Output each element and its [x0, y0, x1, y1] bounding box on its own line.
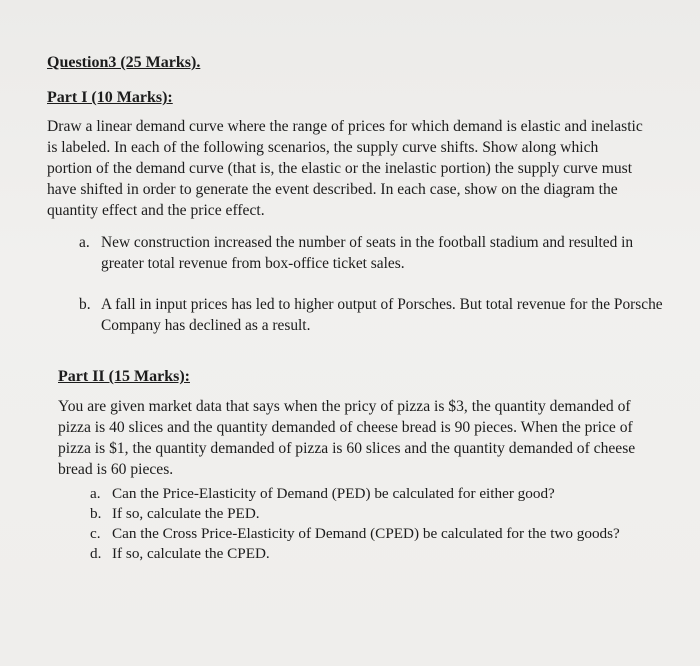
part1-item-b: [79, 294, 667, 336]
part2-intro: You are given market data that says when the pricy of pizza is $3, the quantity demanded of pizza is 40 slices and the quantity demanded of cheese bread is 90 pieces. When the price of pizza is $1, the quantity demanded of pizza is 60 slices and the quantity demanded of cheese bread is 60 pieces.: [58, 398, 636, 478]
part2-title: Part II (15 Marks):: [58, 368, 190, 385]
question-marker: d.: [90, 545, 102, 562]
item-text: New construction increased the number of seats in the football stadium and resulted in greater total revenue from box-office ticket sales.: [101, 234, 634, 272]
part2-question-b: [90, 504, 260, 524]
question-marker: b.: [90, 505, 102, 522]
part1-item-a: [79, 232, 667, 274]
item-marker: b.: [79, 296, 91, 313]
item-text: A fall in input prices has led to higher output of Porsches. But total revenue for the Porsche Company has declined as a result.: [101, 296, 663, 334]
part1-title: Part I (10 Marks):: [47, 89, 173, 106]
question-text: If so, calculate the CPED.: [112, 545, 270, 562]
part1-intro: Draw a linear demand curve where the range of prices for which demand is elastic and inelastic is labeled. In each of the following scenarios, the supply curve shifts. Show along which portion of the demand curve (that is, the elastic or the inelastic portion) the supply curve must have shifted in order to generate the event described. In each case, show on the diagram the quantity effect and the price effect.: [47, 118, 643, 219]
question-marker: a.: [90, 485, 101, 502]
question-text: Can the Price-Elasticity of Demand (PED) be calculated for either good?: [112, 485, 555, 502]
question-text: If so, calculate the PED.: [112, 505, 260, 522]
question-marker: c.: [90, 525, 101, 542]
item-marker: a.: [79, 234, 90, 251]
part2-question-c: [90, 524, 620, 544]
part2-question-a: [90, 484, 555, 504]
question-text: Can the Cross Price-Elasticity of Demand (CPED) be calculated for the two goods?: [112, 525, 620, 542]
part2-question-d: [90, 544, 270, 564]
question-title: Question3 (25 Marks).: [47, 54, 201, 71]
